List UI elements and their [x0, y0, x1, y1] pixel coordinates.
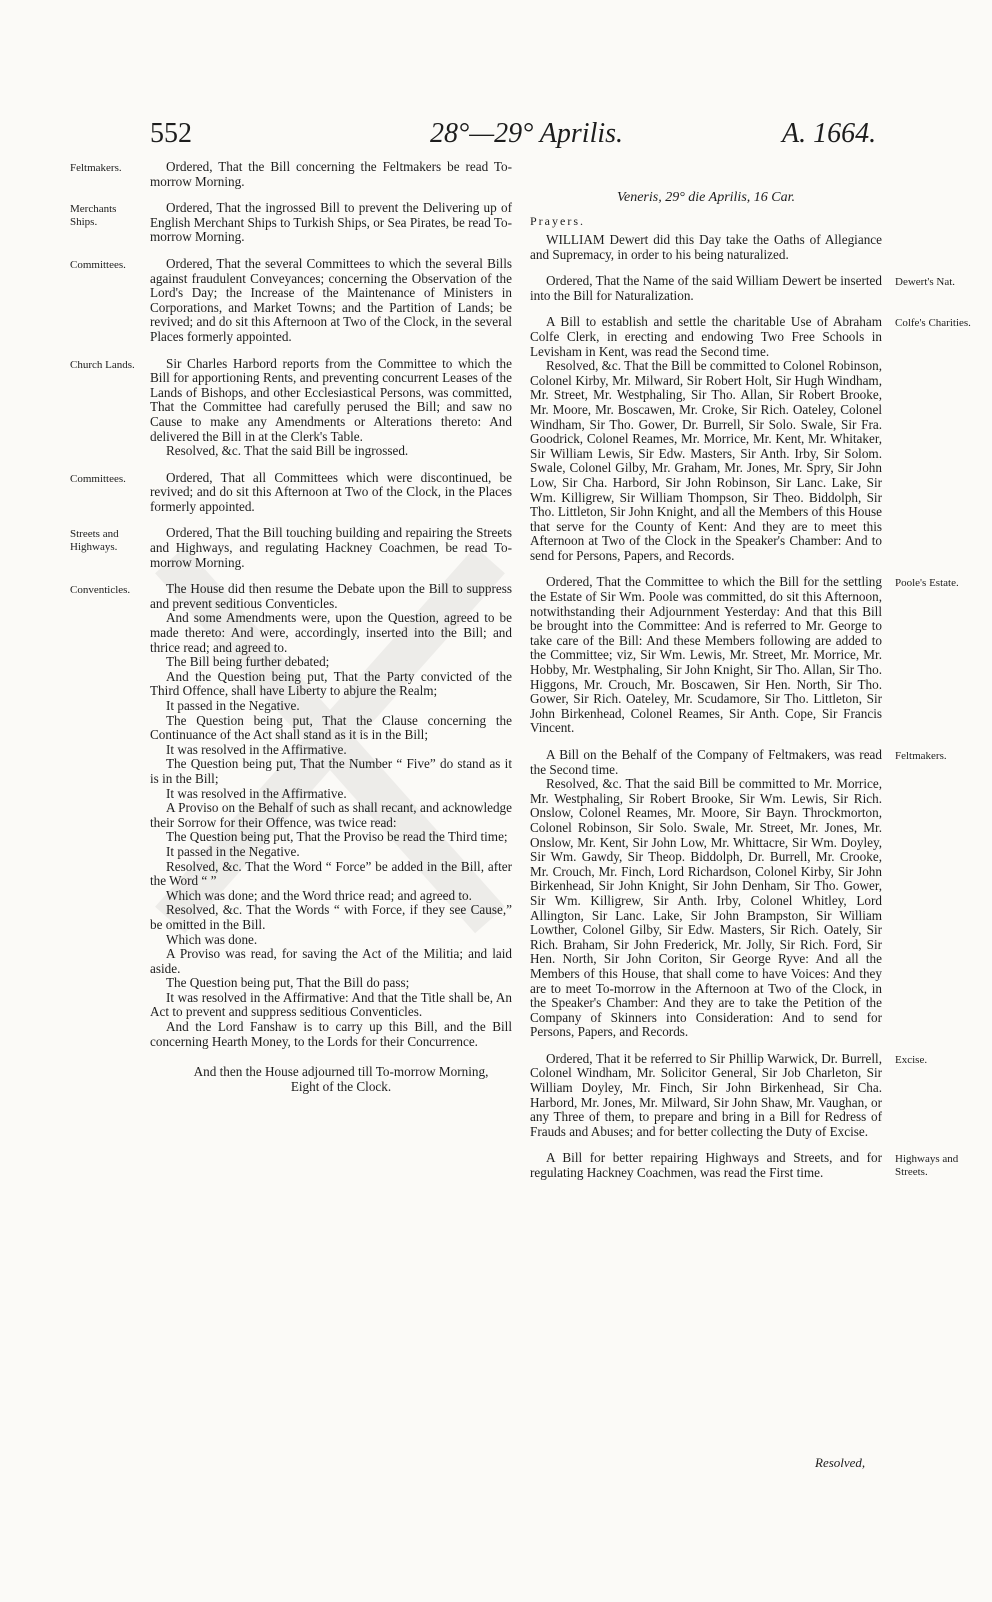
margin-note: Feltmakers. [70, 162, 122, 174]
page-number: 552 [150, 118, 192, 149]
paragraph: It passed in the Negative. [166, 843, 300, 859]
paragraph: The Question being put, That the Bill do pass; [166, 975, 410, 991]
margin-note: Conventicles. [70, 584, 131, 597]
paragraph: Ordered, That the Bill concerning the Feltmakers be read To-morrow Morning. [150, 159, 512, 189]
paragraph: It was resolved in the Affirmative. [166, 785, 347, 801]
paragraph: A Bill for better repairing Highways and Streets, and for regulating Hackney Coachmen, was read the First time. [530, 1150, 882, 1181]
margin-note: Committees. [70, 258, 126, 271]
paragraph: The Question being put, That the Clause concerning the Continuance of the Act shall stand as it is in the Bill; [150, 712, 512, 743]
paragraph: Resolved, &c. That the Words “ with Force, if they see Cause,” be omitted in the Bill. [150, 902, 512, 932]
margin-note: Streets and Highways. [70, 528, 119, 554]
paragraph: It was resolved in the Affirmative: And that the Title shall be, An Act to prevent and suppress seditious Conventicles. [150, 989, 512, 1020]
paragraph: The House did then resume the Debate upon the Bill to suppress and prevent seditious Conventicles. [150, 581, 512, 611]
paragraph: Resolved, &c. That the said Bill be ingrossed. [166, 443, 409, 459]
paragraph: Ordered, That the Committee to which the Bill for the settling the Estate of Sir Wm. Poole was committed, do sit this Afternoon, notwithstanding their Adjournment Yesterday: And that this Bill be brought into the Committee: And is referred to Mr. George to take care of the Bill: And these Members following are added to the Committee; viz, Sir Wm. Lewis, Mr. Street, Mr. Morrice, Mr. Hobby, Mr. Westphaling, Sir John Knight, Sir Tho. Allan, Sir Tho. Higgons, Mr. Crouch, Mr. Boscawen, Sir Hen. North, Sir Tho. Gower, Sir Rich. Oateley, Mr. Scudamore, Sir Tho. Littleton, Sir John Birkenhead, Colonel Reames, Sir Anth. Cope, Sir Francis Vincent. [530, 574, 882, 736]
paragraph: Resolved, &c. That the Bill be committed to Colonel Robinson, Colonel Kirby, Mr. Milward, Sir Robert Holt, Sir Hugh Windham, Mr. Street, Mr. Westphaling, Sir Tho. Allan, Sir Robert Brooke, Mr. Moore, Mr. Boscawen, Mr. Croke, Sir Rich. Oateley, Colonel Windham, Sir Tho. Gower, Dr. Burrell, Sir Solo. Swale, Sir Fra. Goodrick, Colonel Reames, Mr. Morrice, Mr. Kent, Mr. Whitaker, Sir William Lewis, Sir Edw. Masters, Sir Anth. Irby, Sir Solom. Swale, Colonel Gilby, Mr. Graham, Mr. Jones, Mr. Spry, Sir John Low, Sir Cha. Harbord, Sir John Robinson, Sir Lanc. Lake, Sir Wm. Killigrew, Sir William Thompson, Sir Theo. Biddolph, Sir Tho. Littleton, Sir John Knight, and all the Members of this House that serve for the County of Kent: And they are to meet this Afternoon at Two of the Clock in the Speaker's Chamber: And to send for Persons, Papers, and Records. [530, 358, 883, 563]
margin-note: Church Lands. [70, 358, 135, 371]
day-heading: Veneris, 29° die Aprilis, 16 Car. [616, 190, 795, 205]
right-column [530, 176, 882, 1193]
paragraph: A Bill on the Behalf of the Company of Feltmakers, was read the Second time. [530, 747, 882, 777]
catchword: Resolved, [815, 1455, 866, 1470]
paragraph: It passed in the Negative. [166, 698, 300, 713]
paragraph: The Bill being further debated; [166, 654, 330, 670]
paragraph: Which was done. [166, 931, 258, 947]
paragraph: And some Amendments were, upon the Question, agreed to be made thereto: And were, accordingly, inserted into the Bill; and thrice read; and agreed to. [150, 610, 512, 655]
entry [150, 526, 512, 570]
paragraph: Ordered, That the Bill touching building and repairing the Streets and Highways, and regulating Hackney Coachmen, be read To-morrow Morning. [150, 525, 512, 570]
paragraph: Sir Charles Harbord reports from the Committee to which the Bill for apportioning Rents, and preventing concurrent Leases of the Lands of Bishops, and other Ecclesiastical Persons, was committed, That the Committee had carefully perused the Bill; and saw no Cause to make any Amendments or Alterations thereto: And delivered the Bill in at the Clerk's Table. [150, 355, 512, 444]
paragraph: And the Question being put, That the Party convicted of the Third Offence, shall have Liberty to abjure the Realm; [150, 668, 512, 699]
prayers-heading: Prayers. [530, 214, 585, 228]
paragraph: Ordered, That the ingrossed Bill to prevent the Delivering up of English Merchant Ships to Turkish Ships, or Sea Pirates, be read To-morrow Morning. [150, 200, 512, 245]
entry [150, 257, 512, 345]
paragraph: A Proviso on the Behalf of such as shall recant, and acknowledge their Sorrow for their Offence, was twice read: [150, 800, 512, 830]
margin-note: Dewert's Nat. [895, 276, 956, 289]
page-header [0, 118, 992, 152]
entry [530, 233, 882, 262]
margin-note: Colfe's Charities. [895, 317, 971, 330]
entry [150, 160, 512, 189]
margin-note: Highways and Streets. [895, 1153, 959, 1179]
entry [530, 1151, 882, 1180]
paragraph: The Question being put, That the Proviso be read the Third time; [166, 829, 508, 845]
paragraph: Resolved, &c. That the Word “ Force” be added in the Bill, after the Word “ ” [150, 858, 512, 889]
adjournment-note: And then the House adjourned till To-morrow Morning, Eight of the Clock. [193, 1064, 489, 1094]
paragraph: WILLIAM Dewert did this Day take the Oaths of Allegiance and Supremacy, in order to his being naturalized. [530, 232, 882, 262]
paragraph: Resolved, &c. That the said Bill be committed to Mr. Morrice, Mr. Westphaling, Sir Robert Brooke, Sir Wm. Lewis, Sir Rich. Onslow, Colonel Reames, Mr. Moore, Sir Bayn. Throckmorton, Colonel Robinson, Sir Solo. Swale, Mr. Street, Mr. Jones, Mr. Onslow, Mr. Kent, Sir John Low, Mr. Whittacre, Sir Wm. Doyley, Sir Wm. Gawdy, Sir Theop. Biddolph, Dr. Burrell, Mr. Crooke, Mr. Crouch, Mr. Finch, Lord Richardson, Colonel Kirby, Sir John Birkenhead, Sir John Knight, Sir John Denham, Sir Tho. Gower, Sir Wm. Killigrew, Sir Anth. Irby, Colonel Whitley, Lord Allington, Sir Lanc. Lake, Sir John Brampston, Sir William Lowther, Colonel Gilby, Sir Edw. Masters, Sir Rich. Oately, Sir Rich. Braham, Sir John Frederick, Mr. Jolly, Sir Rich. Ford, Sir Hen. North, Sir John Coriton, Sir George Ryve: And all the Members of this House, that shall come to have Voices: And they are to meet To-morrow in the Afternoon at Two of the Clock, in the Speaker's Chamber: And they are to take the Petition of the Company of Skinners into Consideration: And to send for Persons, Papers, and Records. [530, 776, 882, 1040]
entry [150, 471, 512, 515]
entry [530, 748, 882, 1040]
paragraph: Ordered, That the several Committees to which the several Bills against fraudulent Conveyances; concerning the Observation of the Lord's Day; the Increase of the Maintenance of Ministers in Corporations, and Market Towns; and the Partition of Lands; be revived; and do sit this Afternoon at Two of the Clock, in the several Places formerly appointed. [150, 255, 512, 344]
paragraph: Ordered, That it be referred to Sir Phillip Warwick, Dr. Burrell, Colonel Windham, Mr. Solicitor General, Sir Job Charleton, Sir William Doyley, Mr. Finch, Sir John Birkenhead, Sir Cha. Harbord, Mr. Jones, Mr. Milward, Sir John Shaw, Mr. Vaughan, or any Three of them, to prepare and bring in a Bill for Redress of Frauds and Abuses; and for better collecting the Duty of Excise. [530, 1050, 882, 1139]
left-column [150, 160, 512, 1094]
entry [150, 201, 512, 245]
entry [530, 575, 882, 736]
paragraph: A Bill to establish and settle the charitable Use of Abraham Colfe Clerk, in erecting and endowing Two Free Schools in Levisham in Kent, was read the Second time. [530, 314, 882, 359]
paragraph: Ordered, That the Name of the said William Dewert be inserted into the Bill for Naturalization. [530, 273, 882, 303]
entry [150, 357, 512, 459]
margin-note: Feltmakers. [895, 750, 947, 762]
paragraph: Which was done; and the Word thrice read; and agreed to. [166, 887, 472, 903]
entry [530, 1052, 882, 1140]
margin-note: Excise. [895, 1053, 928, 1066]
margin-note: Committees. [70, 472, 126, 485]
paragraph: Ordered, That all Committees which were discontinued, be revived; and do sit this Afternoon at Two of the Clock, in the Places formerly appointed. [150, 469, 512, 514]
paragraph: A Proviso was read, for saving the Act of the Militia; and laid aside. [150, 946, 512, 976]
entry [530, 315, 882, 563]
margin-note: Poole's Estate. [895, 577, 959, 590]
date-heading: 28°—29° Aprilis. [430, 118, 624, 149]
paragraph: And the Lord Fanshaw is to carry up this Bill, and the Bill concerning Hearth Money, to the Lords for their Concurrence. [150, 1019, 512, 1049]
year-heading: A. 1664. [782, 118, 877, 149]
entry [530, 274, 882, 303]
paragraph: The Question being put, That the Number “ Five” do stand as it is in the Bill; [150, 756, 512, 786]
paragraph: It was resolved in the Affirmative. [166, 741, 347, 757]
margin-note: Merchants Ships. [70, 203, 117, 229]
entry [150, 582, 512, 1049]
